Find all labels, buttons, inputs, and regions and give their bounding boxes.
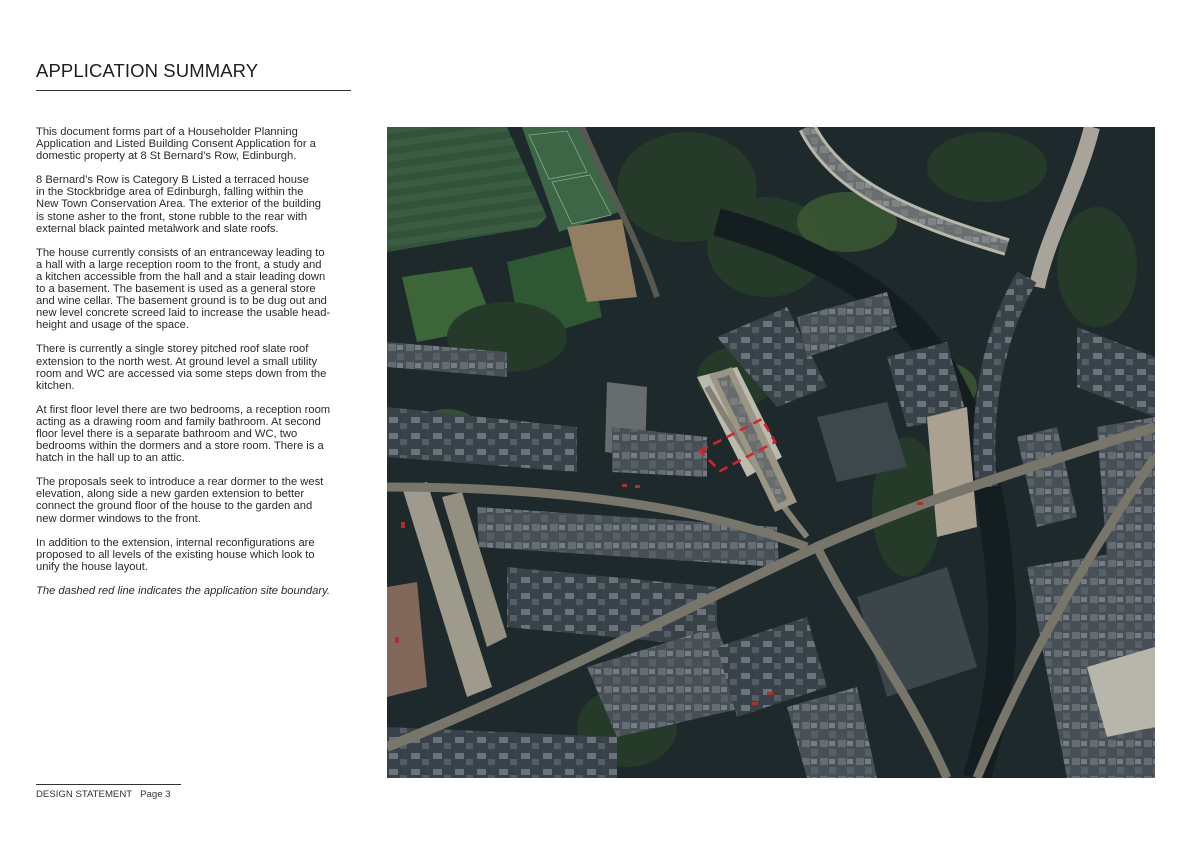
footer-page-number: Page 3 [140,789,171,800]
paragraph-existing-extension: There is currently a single storey pitched roof slate roof extension to the north west. At ground level a small utility room and WC are accessed via some steps down from the kitchen. [36,343,327,392]
paragraph-proposals: The proposals seek to introduce a rear dormer to the west elevation, along side a new garden extension to better connect the ground floor of the house to the garden and new dormer windows to the front. [36,476,324,525]
site-boundary-note: The dashed red line indicates the application site boundary. [36,584,330,597]
paragraph-internal: In addition to the extension, internal reconfigurations are proposed to all levels of the existing house which look to unify the house layout. [36,536,315,573]
page-footer [36,789,171,800]
paragraph-listing: 8 Bernard’s Row is Category B Listed a terraced house in the Stockbridge area of Edinburgh, falling within the New Town Conservation Area. The exterior of the building is stone asher to the front, stone rubble to the rear with external black painted metalwork and slate roofs. [36,174,322,235]
page-title: APPLICATION SUMMARY [36,60,259,81]
paragraph-existing-ground: The house currently consists of an entranceway leading to a hall with a large reception room to the front, a study and a kitchen accessible from the hall and a stair leading down to a basement. The basement is used as a general store and wine cellar. The basement ground is to be dug out and new level concrete screed laid to increase the usable head- height and usage of the space. [36,246,331,332]
title-divider [36,90,351,91]
footer-divider [36,784,181,785]
footer-document-title: DESIGN STATEMENT [36,789,133,800]
aerial-photo [387,127,1155,778]
aerial-photo-drawing [387,127,1155,778]
paragraph-intro: This document forms part of a Householder Planning Application and Listed Building Consent Application for a domestic property at 8 St Bernard’s Row, Edinburgh. [36,126,316,163]
application-summary-text [36,126,354,609]
paragraph-upper-floors: At first floor level there are two bedrooms, a reception room acting as a drawing room and family bathroom. At second floor level there is a separate bathroom and WC, two bedrooms within the dormers and a store room. There is a hatch in the hall up to an attic. [36,403,331,465]
